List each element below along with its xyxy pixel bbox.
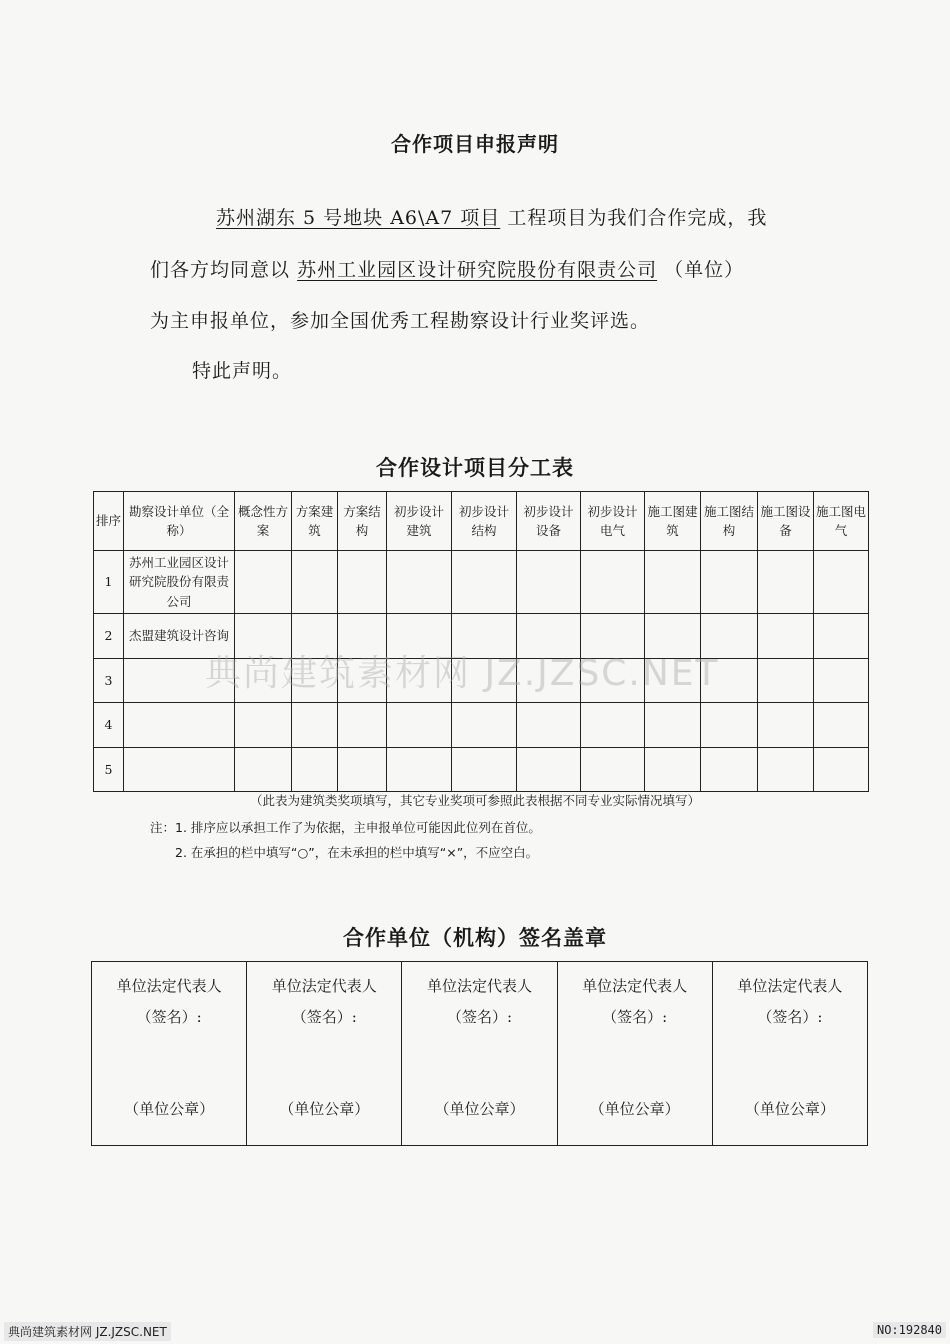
signature-cell [712,962,867,1146]
project-name: 苏州湖东 5 号地块 A6\A7 项目 [216,207,501,229]
header-cell: 施工图设备 [758,492,814,551]
table-cell [517,551,581,614]
division-table [93,491,869,792]
table-cell [338,748,387,792]
table-cell [581,551,645,614]
seal-label: （单位公章） [589,1100,680,1118]
legal-representative-label: 单位法定代表人 [116,977,222,995]
unit-name: 苏州工业园区设计研究院股份有限责公司 [124,551,235,614]
table-cell [452,703,517,748]
table-cell [387,551,452,614]
table-cell [292,703,338,748]
table-cell [517,748,581,792]
table-cell [814,551,869,614]
table-cell [581,748,645,792]
table-cell [758,703,814,748]
seal-label: （单位公章） [434,1100,525,1118]
seal-label: （单位公章） [744,1100,835,1118]
header-cell: 方案结构 [338,492,387,551]
signature-cell [402,962,557,1146]
table-note-2: 2. 在承担的栏中填写“○”，在未承担的栏中填写“×”，不应空白。 [175,845,539,860]
declaration-line-2-prefix: 们各方均同意以 [150,259,291,281]
signature-label: （签名）: [602,1008,668,1026]
unit-name [124,703,235,748]
signature-label: （签名）: [136,1008,202,1026]
table-header-row [94,492,869,551]
header-cell: 勘察设计单位（全称） [124,492,235,551]
table-cell [292,748,338,792]
table-cell [387,703,452,748]
table-cell [452,748,517,792]
table-cell [581,703,645,748]
row-number: 5 [94,748,124,792]
declaration-line-1 [216,203,767,230]
signature-label: （签名）: [757,1008,823,1026]
table-cell [338,551,387,614]
header-cell: 初步设计建筑 [387,492,452,551]
table-cell [235,748,292,792]
signature-label: （签名）: [446,1008,512,1026]
table-cell [758,551,814,614]
header-cell: 概念性方案 [235,492,292,551]
watermark-text: 典尚建筑素材网 JZ.JZSC.NET [205,653,720,694]
declaration-line-3: 为主申报单位，参加全国优秀工程勘察设计行业奖评选。 [150,310,651,332]
table-cell [814,614,869,659]
table-row [94,703,869,748]
legal-representative-label: 单位法定代表人 [582,977,688,995]
legal-representative-label: 单位法定代表人 [426,977,532,995]
row-number: 4 [94,703,124,748]
table-cell [701,551,758,614]
header-cell: 初步设计结构 [452,492,517,551]
header-cell: 方案建筑 [292,492,338,551]
table-cell [758,748,814,792]
row-number: 2 [94,614,124,659]
signature-title: 合作单位（机构）签名盖章 [343,925,607,950]
declaration-title: 合作项目申报声明 [391,132,559,156]
seal-label: （单位公章） [279,1100,370,1118]
seal-label: （单位公章） [124,1100,215,1118]
row-number: 3 [94,659,124,703]
declaration-line-2-suffix: （单位） [664,259,745,281]
table-cell [701,748,758,792]
table-cell [338,703,387,748]
table-cell [387,748,452,792]
table-cell [517,703,581,748]
declaration-line-2 [150,255,744,282]
table-row [94,748,869,792]
table-cell [645,748,701,792]
table-usage-note: （此表为建筑类奖项填写，其它专业奖项可参照此表根据不同专业实际情况填写） [249,793,700,808]
table-cell [645,703,701,748]
footer-site-label: 典尚建筑素材网 JZ.JZSC.NET [4,1322,171,1341]
table-cell [292,551,338,614]
table-cell [814,748,869,792]
header-cell: 施工图电气 [814,492,869,551]
unit-name: 杰盟建筑设计咨询 [124,614,235,659]
signature-cell [557,962,712,1146]
table-cell [235,703,292,748]
table-row [94,551,869,614]
table-note-1: 注：1. 排序应以承担工作了为依据，主申报单位可能因此位列在首位。 [150,820,541,835]
signature-table [91,961,868,1146]
legal-representative-label: 单位法定代表人 [271,977,377,995]
division-table-title: 合作设计项目分工表 [376,455,574,480]
declaration-line-4: 特此声明。 [192,360,293,382]
header-cell: 施工图建筑 [645,492,701,551]
table-cell [452,551,517,614]
header-cell: 施工图结构 [701,492,758,551]
legal-representative-label: 单位法定代表人 [737,977,843,995]
table-cell [814,703,869,748]
row-number: 1 [94,551,124,614]
declaration-line-1-rest: 工程项目为我们合作完成，我 [507,207,768,229]
table-cell [758,659,814,703]
signature-cell [247,962,402,1146]
lead-company: 苏州工业园区设计研究院股份有限责公司 [297,259,658,281]
table-cell [701,703,758,748]
footer-number: NO:192840 [873,1322,946,1338]
signature-row [92,962,868,1146]
table-cell [814,659,869,703]
header-cell: 初步设计电气 [581,492,645,551]
signature-label: （签名）: [291,1008,357,1026]
header-cell: 初步设计设备 [517,492,581,551]
signature-cell [92,962,247,1146]
unit-name [124,748,235,792]
header-cell: 排序 [94,492,124,551]
table-cell [758,614,814,659]
table-cell [235,551,292,614]
table-cell [645,551,701,614]
